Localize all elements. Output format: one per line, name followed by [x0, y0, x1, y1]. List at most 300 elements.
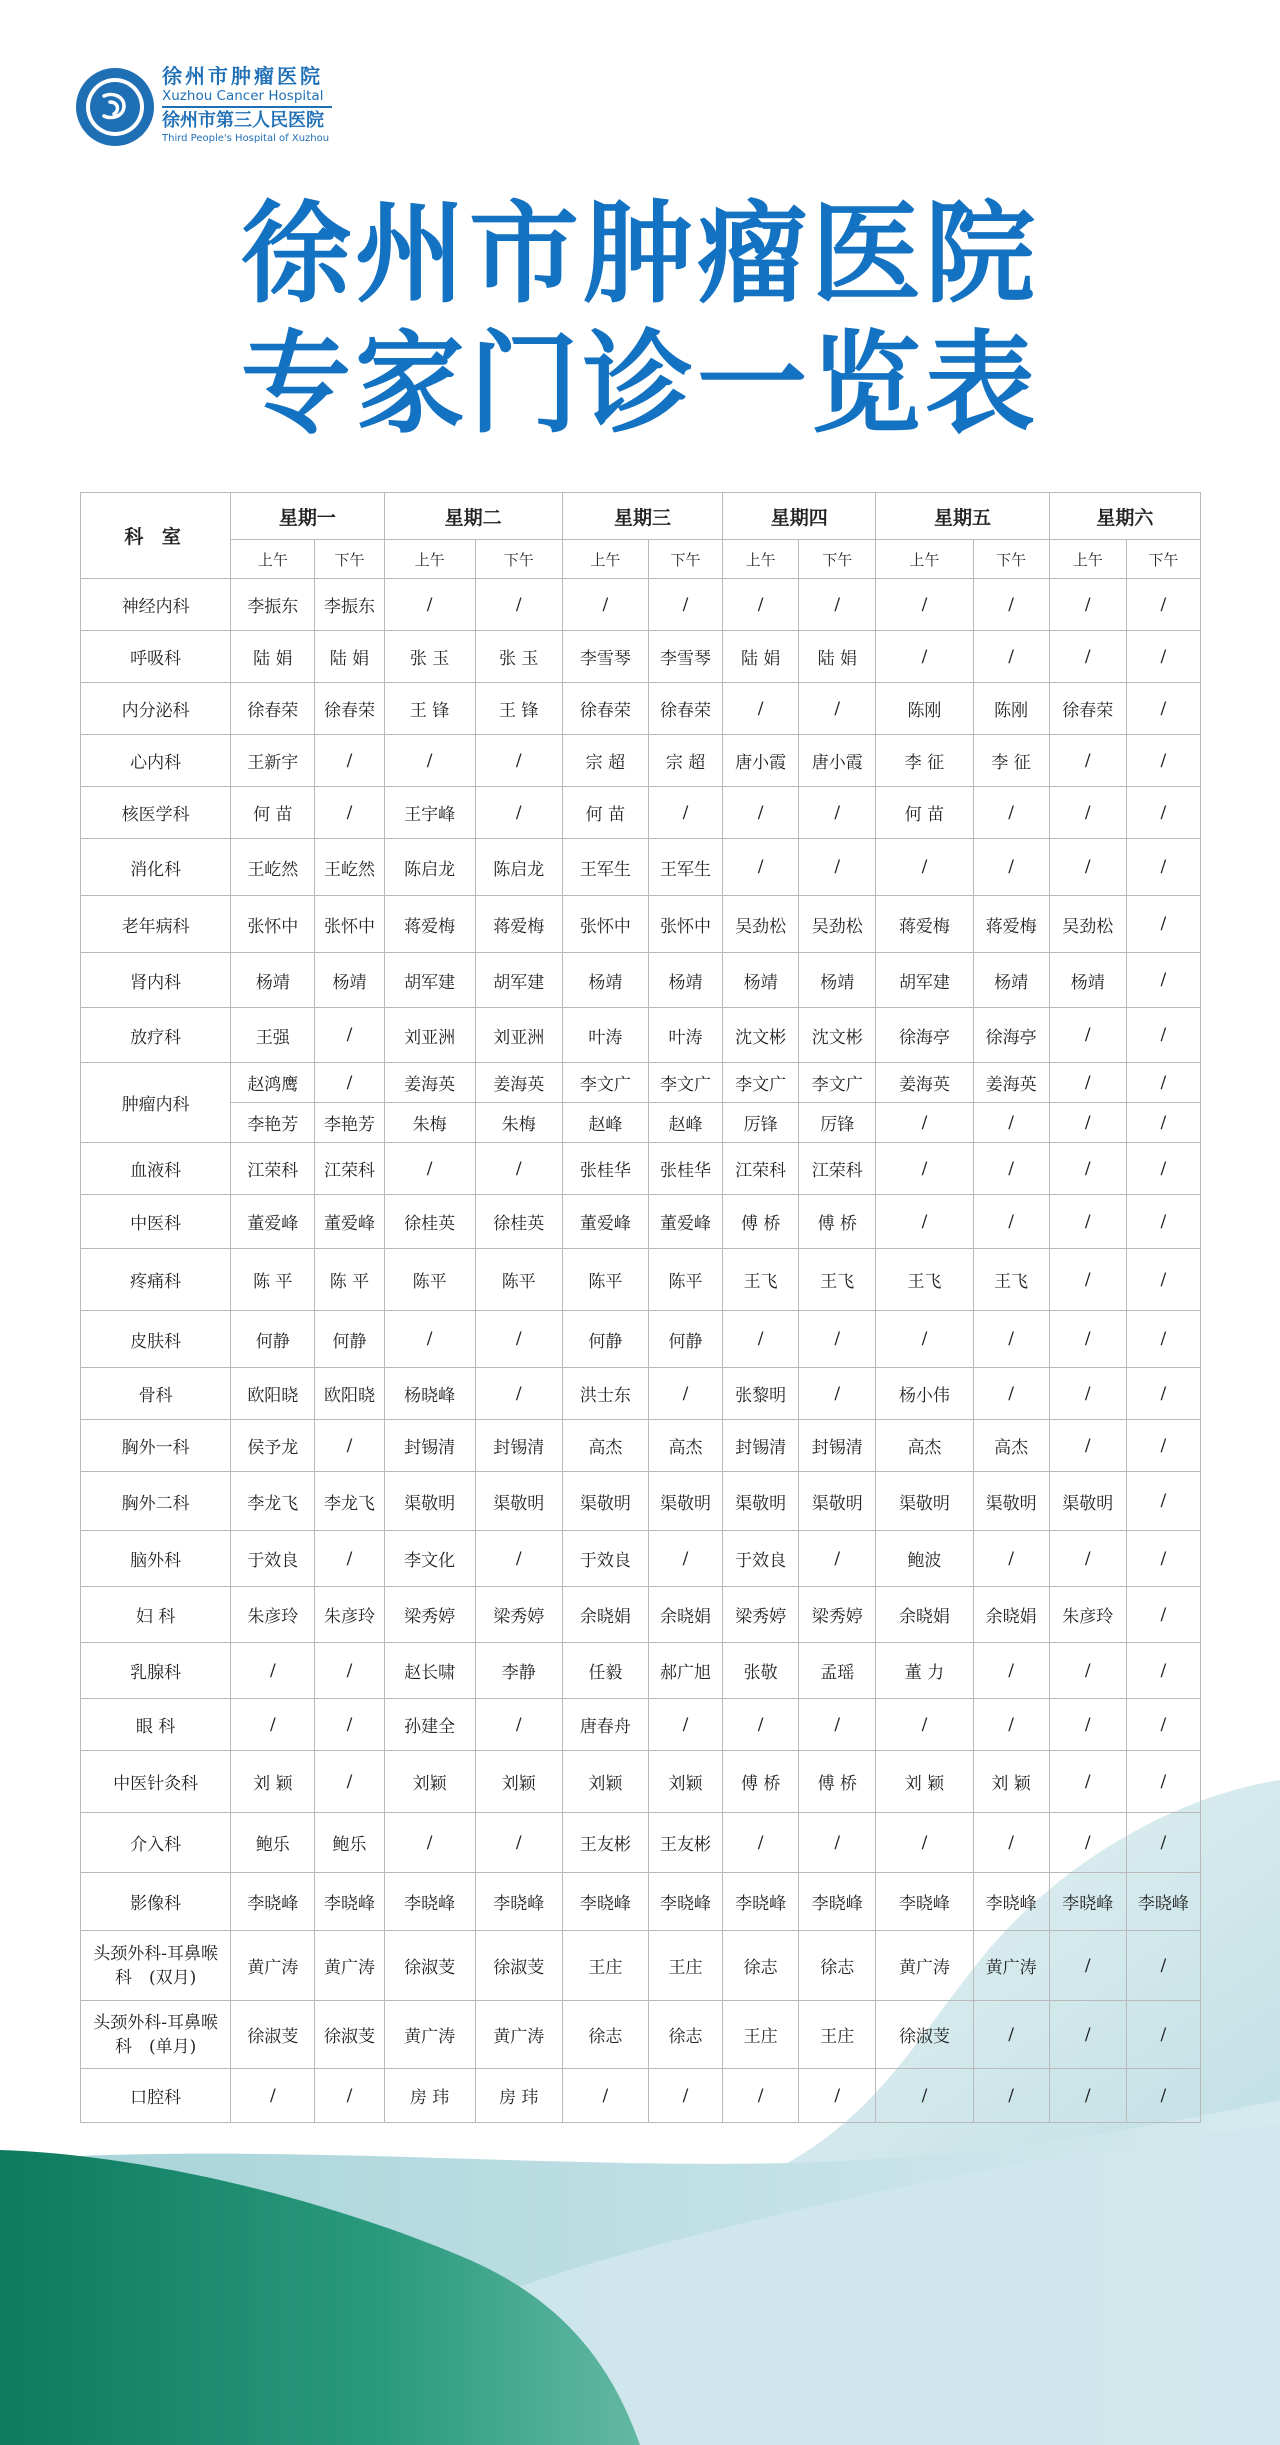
doctor-cell: /	[1126, 1420, 1200, 1472]
halfday-header-pm: 下午	[475, 540, 562, 579]
doctor-cell: /	[799, 579, 876, 631]
doctor-cell: 王友彬	[562, 1813, 648, 1873]
doctor-cell: /	[876, 839, 973, 896]
doctor-cell: 胡军建	[876, 953, 973, 1008]
halfday-header-am: 上午	[231, 540, 315, 579]
doctor-cell: 王飞	[876, 1249, 973, 1311]
doctor-cell: 欧阳晓	[231, 1368, 315, 1420]
doctor-cell: /	[1049, 1699, 1126, 1751]
doctor-cell: 郝广旭	[648, 1643, 722, 1699]
doctor-cell: 李龙飞	[231, 1472, 315, 1531]
doctor-cell: 徐春荣	[1049, 683, 1126, 735]
doctor-cell: 李晓峰	[384, 1873, 475, 1931]
table-row	[81, 1873, 1201, 1931]
doctor-cell: 李文广	[799, 1063, 876, 1103]
doctor-cell: 余晓娟	[973, 1587, 1049, 1643]
doctor-cell: 何静	[231, 1311, 315, 1368]
doctor-cell: 徐淑芰	[315, 2001, 384, 2069]
doctor-cell: /	[1126, 1587, 1200, 1643]
doctor-cell: 欧阳晓	[315, 1368, 384, 1420]
doctor-cell: 李 征	[973, 735, 1049, 787]
doctor-cell: /	[973, 787, 1049, 839]
doctor-cell: 李晓峰	[231, 1873, 315, 1931]
doctor-cell: /	[1049, 1531, 1126, 1587]
doctor-cell: /	[1049, 1143, 1126, 1195]
doctor-cell: /	[315, 1699, 384, 1751]
doctor-cell: 胡军建	[475, 953, 562, 1008]
doctor-cell: 李静	[475, 1643, 562, 1699]
doctor-cell: 封锡清	[723, 1420, 799, 1472]
table-header-row-halfday	[81, 540, 1201, 579]
doctor-cell: 渠敬明	[475, 1472, 562, 1531]
department-cell: 眼 科	[81, 1699, 231, 1751]
doctor-cell: /	[1126, 1368, 1200, 1420]
doctor-cell: 陈启龙	[384, 839, 475, 896]
doctor-cell: 朱梅	[384, 1103, 475, 1143]
doctor-cell: 张怀中	[231, 896, 315, 953]
doctor-cell: 杨小伟	[876, 1368, 973, 1420]
doctor-cell: /	[1126, 2001, 1200, 2069]
doctor-cell: 孟瑶	[799, 1643, 876, 1699]
logo-en-name2: Third People's Hospital of Xuzhou	[162, 132, 330, 144]
department-cell: 胸外二科	[81, 1472, 231, 1531]
doctor-cell: /	[315, 1420, 384, 1472]
doctor-cell: 渠敬明	[648, 1472, 722, 1531]
doctor-cell: 李 征	[876, 735, 973, 787]
doctor-cell: 姜海英	[475, 1063, 562, 1103]
department-cell: 肾内科	[81, 953, 231, 1008]
doctor-cell: 陈 平	[231, 1249, 315, 1311]
doctor-cell: 江荣科	[231, 1143, 315, 1195]
doctor-cell: 何 苗	[876, 787, 973, 839]
department-cell: 肿瘤内科	[81, 1063, 231, 1143]
doctor-cell: 何静	[562, 1311, 648, 1368]
doctor-cell: 梁秀婷	[799, 1587, 876, 1643]
doctor-cell: 王庄	[799, 2001, 876, 2069]
doctor-cell: /	[648, 1699, 722, 1751]
department-cell: 血液科	[81, 1143, 231, 1195]
table-row	[81, 1420, 1201, 1472]
doctor-cell: 王飞	[723, 1249, 799, 1311]
doctor-cell: 王军生	[562, 839, 648, 896]
doctor-cell: 徐淑芰	[876, 2001, 973, 2069]
doctor-cell: /	[475, 579, 562, 631]
doctor-cell: 高杰	[562, 1420, 648, 1472]
doctor-cell: /	[1126, 1103, 1200, 1143]
table-row	[81, 953, 1201, 1008]
logo-cn-name: 徐州市肿瘤医院	[162, 64, 323, 88]
halfday-header-pm: 下午	[799, 540, 876, 579]
doctor-cell: /	[799, 839, 876, 896]
department-cell: 消化科	[81, 839, 231, 896]
doctor-cell: 渠敬明	[876, 1472, 973, 1531]
department-cell: 骨科	[81, 1368, 231, 1420]
doctor-cell: 黄广涛	[384, 2001, 475, 2069]
doctor-cell: 封锡清	[475, 1420, 562, 1472]
table-row	[81, 631, 1201, 683]
department-cell: 胸外一科	[81, 1420, 231, 1472]
doctor-cell: /	[231, 1699, 315, 1751]
logo-divider	[162, 106, 332, 108]
doctor-cell: /	[799, 1699, 876, 1751]
doctor-cell: /	[973, 1813, 1049, 1873]
doctor-cell: /	[1049, 2069, 1126, 2123]
doctor-cell: 李艳芳	[315, 1103, 384, 1143]
doctor-cell: 王军生	[648, 839, 722, 896]
doctor-cell: 江荣科	[315, 1143, 384, 1195]
doctor-cell: /	[876, 1195, 973, 1249]
doctor-cell: /	[876, 2069, 973, 2123]
doctor-cell: /	[1049, 1063, 1126, 1103]
doctor-cell: 杨靖	[562, 953, 648, 1008]
doctor-cell: 张 玉	[384, 631, 475, 683]
doctor-cell: 徐海亭	[973, 1008, 1049, 1063]
doctor-cell: /	[315, 1751, 384, 1813]
doctor-cell: /	[475, 1143, 562, 1195]
department-cell: 放疗科	[81, 1008, 231, 1063]
doctor-cell: /	[973, 631, 1049, 683]
doctor-cell: 王强	[231, 1008, 315, 1063]
doctor-cell: /	[1126, 631, 1200, 683]
doctor-cell: /	[315, 1063, 384, 1103]
doctor-cell: 徐志	[723, 1931, 799, 2001]
doctor-cell: 赵长啸	[384, 1643, 475, 1699]
doctor-cell: /	[1126, 839, 1200, 896]
department-cell: 老年病科	[81, 896, 231, 953]
doctor-cell: /	[799, 683, 876, 735]
doctor-cell: /	[475, 1813, 562, 1873]
doctor-cell: 于效良	[231, 1531, 315, 1587]
hospital-logo	[74, 62, 354, 152]
doctor-cell: /	[562, 2069, 648, 2123]
doctor-cell: /	[723, 839, 799, 896]
doctor-cell: /	[799, 2069, 876, 2123]
doctor-cell: 高杰	[876, 1420, 973, 1472]
doctor-cell: 渠敬明	[384, 1472, 475, 1531]
doctor-cell: /	[1126, 1311, 1200, 1368]
doctor-cell: 洪士东	[562, 1368, 648, 1420]
doctor-cell: /	[315, 1531, 384, 1587]
doctor-cell: 刘 颖	[231, 1751, 315, 1813]
doctor-cell: /	[973, 2069, 1049, 2123]
doctor-cell: 杨靖	[315, 953, 384, 1008]
doctor-cell: 陈平	[562, 1249, 648, 1311]
doctor-cell: 李晓峰	[973, 1873, 1049, 1931]
doctor-cell: 陆 娟	[799, 631, 876, 683]
doctor-cell: /	[1049, 1931, 1126, 2001]
doctor-cell: /	[973, 1531, 1049, 1587]
doctor-cell: 杨靖	[973, 953, 1049, 1008]
department-cell: 影像科	[81, 1873, 231, 1931]
doctor-cell: 于效良	[562, 1531, 648, 1587]
doctor-cell: 梁秀婷	[723, 1587, 799, 1643]
table-row	[81, 1195, 1201, 1249]
day-header-thu: 星期四	[723, 493, 876, 540]
table-row	[81, 683, 1201, 735]
doctor-cell: 何静	[315, 1311, 384, 1368]
doctor-cell: /	[1126, 1531, 1200, 1587]
doctor-cell: 杨靖	[799, 953, 876, 1008]
doctor-cell: /	[876, 1699, 973, 1751]
department-cell: 介入科	[81, 1813, 231, 1873]
doctor-cell: /	[562, 579, 648, 631]
doctor-cell: /	[475, 1368, 562, 1420]
doctor-cell: /	[723, 2069, 799, 2123]
doctor-cell: /	[973, 2001, 1049, 2069]
doctor-cell: /	[475, 1531, 562, 1587]
page-title-line2: 专家门诊一览表	[241, 320, 1039, 448]
doctor-cell: /	[1049, 1195, 1126, 1249]
doctor-cell: 陈 平	[315, 1249, 384, 1311]
doctor-cell: 徐春荣	[315, 683, 384, 735]
table-header-row-days	[81, 493, 1201, 540]
doctor-cell: 刘 颖	[973, 1751, 1049, 1813]
doctor-cell: 孙建全	[384, 1699, 475, 1751]
doctor-cell: 王庄	[648, 1931, 722, 2001]
doctor-cell: 傅 桥	[799, 1751, 876, 1813]
doctor-cell: 李晓峰	[1126, 1873, 1200, 1931]
doctor-cell: 余晓娟	[648, 1587, 722, 1643]
page-title-line1: 徐州市肿瘤医院	[241, 190, 1039, 318]
doctor-cell: /	[876, 1311, 973, 1368]
doctor-cell: /	[973, 839, 1049, 896]
table-row	[81, 1587, 1201, 1643]
table-row	[81, 2001, 1201, 2069]
doctor-cell: 王友彬	[648, 1813, 722, 1873]
table-row	[81, 1699, 1201, 1751]
doctor-cell: 李晓峰	[723, 1873, 799, 1931]
doctor-cell: 李龙飞	[315, 1472, 384, 1531]
doctor-cell: 鲍乐	[315, 1813, 384, 1873]
doctor-cell: 蒋爱梅	[973, 896, 1049, 953]
doctor-cell: 陆 娟	[723, 631, 799, 683]
doctor-cell: /	[1126, 896, 1200, 953]
doctor-cell: 陈刚	[973, 683, 1049, 735]
doctor-cell: /	[475, 735, 562, 787]
doctor-cell: 李文广	[648, 1063, 722, 1103]
doctor-cell: /	[973, 579, 1049, 631]
doctor-cell: 李文广	[562, 1063, 648, 1103]
doctor-cell: 傅 桥	[723, 1751, 799, 1813]
doctor-cell: /	[648, 1531, 722, 1587]
doctor-cell: /	[475, 1311, 562, 1368]
doctor-cell: /	[1049, 1813, 1126, 1873]
doctor-cell: 朱彦玲	[315, 1587, 384, 1643]
doctor-cell: 傅 桥	[723, 1195, 799, 1249]
department-cell: 头颈外科-耳鼻喉科 (单月)	[81, 2001, 231, 2069]
doctor-cell: /	[876, 631, 973, 683]
doctor-cell: 张怀中	[315, 896, 384, 953]
doctor-cell: 杨靖	[723, 953, 799, 1008]
doctor-cell: 陈平	[648, 1249, 722, 1311]
department-cell: 神经内科	[81, 579, 231, 631]
doctor-cell: 李晓峰	[876, 1873, 973, 1931]
doctor-cell: 徐春荣	[648, 683, 722, 735]
doctor-cell: 杨靖	[1049, 953, 1126, 1008]
doctor-cell: /	[973, 1368, 1049, 1420]
doctor-cell: 陈刚	[876, 683, 973, 735]
doctor-cell: /	[1049, 839, 1126, 896]
doctor-cell: /	[1049, 1751, 1126, 1813]
doctor-cell: 江荣科	[799, 1143, 876, 1195]
department-cell: 疼痛科	[81, 1249, 231, 1311]
doctor-cell: 刘 颖	[876, 1751, 973, 1813]
doctor-cell: /	[1049, 735, 1126, 787]
halfday-header-pm: 下午	[1126, 540, 1200, 579]
doctor-cell: /	[973, 1195, 1049, 1249]
doctor-cell: 董 力	[876, 1643, 973, 1699]
doctor-cell: 徐淑芰	[384, 1931, 475, 2001]
table-row	[81, 1143, 1201, 1195]
doctor-cell: 张 玉	[475, 631, 562, 683]
logo-cn-name2: 徐州市第三人民医院	[162, 109, 324, 131]
doctor-cell: /	[973, 1643, 1049, 1699]
doctor-cell: 杨靖	[648, 953, 722, 1008]
doctor-cell: /	[1126, 579, 1200, 631]
hospital-seal-icon	[74, 66, 156, 148]
doctor-cell: 渠敬明	[1049, 1472, 1126, 1531]
doctor-cell: /	[723, 787, 799, 839]
doctor-cell: /	[1049, 1420, 1126, 1472]
doctor-cell: 房 玮	[384, 2069, 475, 2123]
doctor-cell: 李文化	[384, 1531, 475, 1587]
doctor-cell: 李雪琴	[648, 631, 722, 683]
table-row	[81, 1008, 1201, 1063]
doctor-cell: 沈文彬	[799, 1008, 876, 1063]
doctor-cell: 徐志	[562, 2001, 648, 2069]
table-row	[81, 1643, 1201, 1699]
doctor-cell: /	[648, 579, 722, 631]
doctor-cell: 李振东	[231, 579, 315, 631]
doctor-cell: 李晓峰	[315, 1873, 384, 1931]
table-row	[81, 1931, 1201, 2001]
doctor-cell: /	[384, 1813, 475, 1873]
doctor-cell: 王宇峰	[384, 787, 475, 839]
doctor-cell: 朱彦玲	[1049, 1587, 1126, 1643]
doctor-cell: 唐小霞	[799, 735, 876, 787]
doctor-cell: 黄广涛	[973, 1931, 1049, 2001]
doctor-cell: /	[315, 1008, 384, 1063]
doctor-cell: /	[384, 735, 475, 787]
doctor-cell: 王屹然	[315, 839, 384, 896]
table-row	[81, 839, 1201, 896]
doctor-cell: 陈启龙	[475, 839, 562, 896]
doctor-cell: /	[876, 1813, 973, 1873]
doctor-cell: 宗 超	[648, 735, 722, 787]
doctor-cell: 李晓峰	[562, 1873, 648, 1931]
doctor-cell: 于效良	[723, 1531, 799, 1587]
halfday-header-pm: 下午	[315, 540, 384, 579]
doctor-cell: /	[973, 1311, 1049, 1368]
doctor-cell: 余晓娟	[562, 1587, 648, 1643]
doctor-cell: /	[723, 1813, 799, 1873]
doctor-cell: /	[799, 1311, 876, 1368]
day-header-tue: 星期二	[384, 493, 562, 540]
department-cell: 心内科	[81, 735, 231, 787]
doctor-cell: 杨晓峰	[384, 1368, 475, 1420]
department-cell: 头颈外科-耳鼻喉科 (双月)	[81, 1931, 231, 2001]
doctor-cell: 江荣科	[723, 1143, 799, 1195]
doctor-cell: 任毅	[562, 1643, 648, 1699]
doctor-cell: 张桂华	[648, 1143, 722, 1195]
doctor-cell: 董爱峰	[562, 1195, 648, 1249]
doctor-cell: 唐小霞	[723, 735, 799, 787]
doctor-cell: 张敬	[723, 1643, 799, 1699]
table-row	[81, 1531, 1201, 1587]
table-row	[81, 1311, 1201, 1368]
doctor-cell: /	[315, 787, 384, 839]
doctor-cell: /	[648, 2069, 722, 2123]
doctor-cell: 陆 娟	[315, 631, 384, 683]
halfday-header-am: 上午	[723, 540, 799, 579]
doctor-cell: /	[1126, 683, 1200, 735]
department-cell: 核医学科	[81, 787, 231, 839]
doctor-cell: 董爱峰	[315, 1195, 384, 1249]
doctor-cell: /	[1049, 1103, 1126, 1143]
doctor-cell: 陆 娟	[231, 631, 315, 683]
doctor-cell: 梁秀婷	[475, 1587, 562, 1643]
doctor-cell: 朱梅	[475, 1103, 562, 1143]
doctor-cell: 董爱峰	[231, 1195, 315, 1249]
logo-en-name: Xuzhou Cancer Hospital	[162, 88, 324, 104]
doctor-cell: /	[973, 1699, 1049, 1751]
doctor-cell: 吴劲松	[723, 896, 799, 953]
department-cell: 皮肤科	[81, 1311, 231, 1368]
doctor-cell: 王新宇	[231, 735, 315, 787]
doctor-cell: 姜海英	[973, 1063, 1049, 1103]
halfday-header-am: 上午	[562, 540, 648, 579]
doctor-cell: 李晓峰	[1049, 1873, 1126, 1931]
doctor-cell: 胡军建	[384, 953, 475, 1008]
doctor-cell: /	[648, 1368, 722, 1420]
doctor-cell: /	[799, 1813, 876, 1873]
doctor-cell: /	[1126, 787, 1200, 839]
doctor-cell: 王飞	[799, 1249, 876, 1311]
doctor-cell: 鲍波	[876, 1531, 973, 1587]
doctor-cell: /	[1126, 1063, 1200, 1103]
doctor-cell: /	[1049, 1311, 1126, 1368]
doctor-cell: /	[1049, 1368, 1126, 1420]
doctor-cell: 刘亚洲	[475, 1008, 562, 1063]
doctor-cell: /	[1049, 1643, 1126, 1699]
doctor-cell: /	[723, 1311, 799, 1368]
department-cell: 中医科	[81, 1195, 231, 1249]
doctor-cell: 黄广涛	[315, 1931, 384, 2001]
doctor-cell: 何静	[648, 1311, 722, 1368]
doctor-cell: 李艳芳	[231, 1103, 315, 1143]
doctor-cell: 高杰	[648, 1420, 722, 1472]
doctor-cell: 李晓峰	[475, 1873, 562, 1931]
table-row	[81, 2069, 1201, 2123]
table-row	[81, 1249, 1201, 1311]
doctor-cell: 黄广涛	[231, 1931, 315, 2001]
doctor-cell: /	[1049, 2001, 1126, 2069]
doctor-cell: 渠敬明	[799, 1472, 876, 1531]
doctor-cell: /	[723, 579, 799, 631]
doctor-cell: 蒋爱梅	[475, 896, 562, 953]
doctor-cell: 傅 桥	[799, 1195, 876, 1249]
doctor-cell: /	[231, 2069, 315, 2123]
table-row	[81, 1813, 1201, 1873]
doctor-cell: /	[1126, 2069, 1200, 2123]
doctor-cell: 唐春舟	[562, 1699, 648, 1751]
doctor-cell: /	[384, 579, 475, 631]
doctor-cell: 姜海英	[384, 1063, 475, 1103]
doctor-cell: /	[648, 787, 722, 839]
department-cell: 脑外科	[81, 1531, 231, 1587]
doctor-cell: /	[799, 1531, 876, 1587]
doctor-cell: 王 锋	[384, 683, 475, 735]
